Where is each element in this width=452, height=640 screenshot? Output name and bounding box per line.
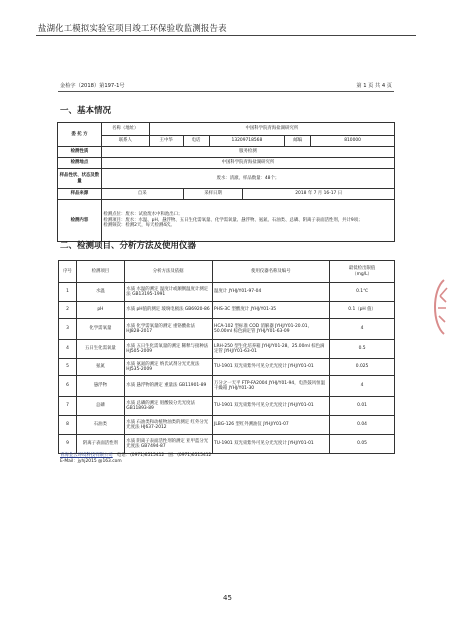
footer-phone: 电话：(0971)6515412 [116,453,165,458]
cell-method: 水质 总磷的测定 钼酸铵分光光度法 GB11893-89 [124,397,212,416]
page-number: 45 [223,594,232,602]
table-row [59,302,395,319]
cell-item: 化学需氧量 [76,319,124,340]
methods-table [58,260,395,454]
cell-no: 7 [59,397,77,416]
content-line: 检测频次：检测2天，每天检测4次。 [103,223,175,229]
cell-method: 水质 五日生化需氧量的测定 稀释与接种法 HJ505-2009 [124,340,212,359]
cell-method: 水质 pH值的测定 玻璃电极法 GB6920-86 [124,302,212,319]
nature-value: 服务检测 [101,147,394,158]
header-instrument: 使用仪器名称及编号 [212,261,330,283]
name-value: 中国科学院青海盐湖研究所 [149,123,394,136]
cell-no: 9 [59,435,77,454]
cell-limit: 4 [330,319,395,340]
content-line: 检测项目：废水：水温、pH、悬浮物、五日生化需氧量、化学需氧量、悬浮物、氨氮、石油类、总磷、阴离子表面活性剂，共计9项； [103,217,363,223]
date-value: 2018 年 7 月 16-17 日 [243,189,395,200]
running-header: 盐湖化工模拟实验室项目竣工环保验收监测报告表 [38,23,227,33]
table-row [59,319,395,340]
cell-instrument: HCA-102 型标准 COD 消解器 JYHJ/Y01-20.01，50.00ml 棕色滴定管 JYHJ/Y01-63-09 [212,319,330,340]
cell-no: 8 [59,416,77,435]
location-value: 中国科学院青海盐湖研究所 [101,158,394,169]
cell-item: 总磷 [76,397,124,416]
report-page [59,74,392,594]
cell-limit: 0.1℃ [330,283,395,302]
cell-limit: 4 [330,376,395,397]
cell-limit: 0.01 [330,397,395,416]
phone-value: 13209718568 [209,136,285,147]
footer-fax: 国：(0971)6515412 [168,453,212,458]
client-label: 委 托 方 [58,123,102,147]
header-limit-label: 最低检出限值 [348,266,376,271]
cell-method: 水质 水温的测定 温度计或颠倒温度计测定法 GB13195-1991 [124,283,212,302]
footer [60,453,211,465]
table-row [59,397,395,416]
table-row [59,359,395,376]
nature-label: 检测性质 [58,147,102,158]
cell-method: 水质 化学需氧量的测定 重铬酸盐法 HJ828-2017 [124,319,212,340]
postcode-label: 邮编 [285,136,311,147]
section2-title: 二、检测项目、分析方法及使用仪器 [60,241,197,251]
cell-instrument: PHS-3C 型酸度计 JYHJ/Y01-35 [212,302,330,319]
cell-instrument: 温度计 JYHJ/Y01-97-04 [212,283,330,302]
sample-label: 样品性状、状态及数量 [58,169,102,189]
header-no: 序号 [59,261,77,283]
cell-no: 2 [59,302,77,319]
content-line: 检测点位：废水：试验废水中和池出口； [103,212,183,218]
section1-title: 一、基本情况 [60,106,112,116]
postcode-value: 810000 [311,136,395,147]
cell-no: 1 [59,283,77,302]
cell-method: 水质 石油类和动植物油类的测定 红外分光光度法 HJ637-2012 [124,416,212,435]
cell-limit: 0.5 [330,340,395,359]
header-item: 检测项目 [76,261,124,283]
header-rule [36,35,416,36]
cell-instrument: TU-1901 双光束紫外可见分光光度计 JYHJ/Y01-01 [212,397,330,416]
cell-item: pH [76,302,124,319]
cell-item: 悬浮物 [76,376,124,397]
stamp-seal-fragment [428,278,450,336]
contact-label: 联系人 [101,136,149,147]
cell-item: 氨氮 [76,359,124,376]
page-info: 第 1 页 共 4 页 [356,83,392,89]
header-limit-unit: （mg/L） [352,271,372,277]
table-row [59,416,395,435]
cell-item: 水温 [76,283,124,302]
table-row [59,376,395,397]
content-value [101,200,394,242]
basic-info-table [57,122,395,242]
seal-icon [428,278,450,336]
name-label: 名称（地址） [101,123,149,136]
cell-method: 水质 悬浮物的测定 重量法 GB11901-89 [124,376,212,397]
inner-rule [58,91,394,92]
footer-email: E-Mail：jyhj2015 @163.com [60,459,122,465]
cell-item: 阴离子表面活性剂 [76,435,124,454]
cell-item: 五日生化需氧量 [76,340,124,359]
cell-instrument: LRH-250 型生化培养箱 JYHJ/Y01-28，25.00ml 棕色滴定管 JYHJ/Y01-63-01 [212,340,330,359]
cell-limit: 0.1（pH 值） [330,302,395,319]
location-label: 检测地点 [58,158,102,169]
cell-method: 水质 阴离子表面活性剂的测定 亚甲蓝分光光度法 GB7494-87 [124,435,212,454]
cell-limit: 0.04 [330,416,395,435]
cell-limit: 0.025 [330,359,395,376]
header-limit [330,261,395,283]
contact-value: 王中华 [149,136,183,147]
footer-organization: 青海金云环境科技有限公司 [60,453,113,458]
cell-no: 3 [59,319,77,340]
sample-value: 废水：清澈、样品数量：48个； [101,169,394,189]
cell-instrument: 万分之一天平 FTP-FA2004 JYHJ/Y01-94，电热鼓风恒温干燥箱 JYHJ/Y01-30 [212,376,330,397]
cell-no: 4 [59,340,77,359]
table-row [59,340,395,359]
document-number: 金检字（2018）第197-1号 [60,83,125,89]
cell-no: 5 [59,359,77,376]
table-row [59,283,395,302]
cell-instrument: TU-1901 双光束紫外可见分光光度计 JYHJ/Y01-01 [212,435,330,454]
cell-limit: 0.05 [330,435,395,454]
cell-instrument: JLBG-126 型红外测油仪 JYHJ/Y01-07 [212,416,330,435]
cell-method: 水质 氨氮的测定 纳氏试剂分光光度法 HJ535-2009 [124,359,212,376]
table-row [59,435,395,454]
header-method: 分析方法及依据 [124,261,212,283]
source-value: 自采 [101,189,183,200]
phone-label: 电话 [183,136,209,147]
cell-item: 石油类 [76,416,124,435]
source-label: 样品来源 [58,189,102,200]
cell-instrument: TU-1901 双光束紫外可见分光光度计 JYHJ/Y01-01 [212,359,330,376]
date-label: 采样日期 [183,189,243,200]
content-label: 检测内容 [58,200,102,242]
cell-no: 6 [59,376,77,397]
